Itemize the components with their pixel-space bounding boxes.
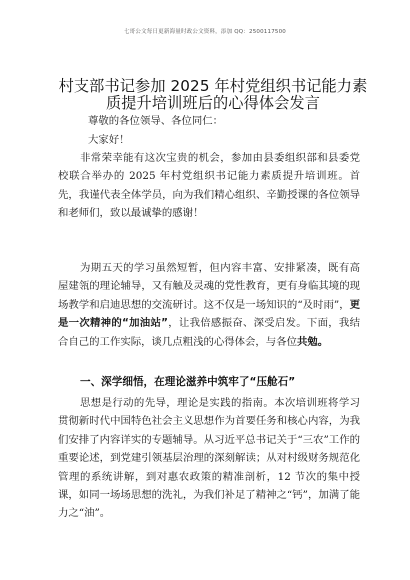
section-heading-1: 一、深学细悟，在理论滋养中筑牢了“压舱石” bbox=[80, 376, 296, 388]
salutation: 尊敬的各位领导、各位同仁： bbox=[88, 115, 224, 127]
document-title: 村支部书记参加 2025 年村党组织书记能力素质提升培训班后的心得体会发言 bbox=[58, 77, 368, 112]
paragraph-overview bbox=[58, 259, 360, 351]
paragraph-overview-emphasis: 更是一次精神的“加油站” bbox=[58, 298, 360, 330]
header-watermark: 七哥公文每日更新海量时政公文资料，添加 QQ：2500117500 bbox=[123, 29, 286, 35]
greeting: 大家好！ bbox=[88, 134, 130, 146]
paragraph-theory: 思想是行动的先导，理论是实践的指南。本次培训班将学习贯彻新时代中国特色社会主义思想作为首要任务和核心内容，为我们安排了内容详实的专题辅导。从习近平总书记关于“三农”工作的重要论述，到党建引领基层治理的深刻解读；从对村级财务规范化管理的系统讲解，到对惠农政策的精准剖析，12 节次的集中授课，如同一场场思想的洗礼，为我们补足了精神之“钙”，加满了能力之“油”。 bbox=[58, 397, 360, 520]
paragraph-intro: 非常荣幸能有这次宝贵的机会，参加由县委组织部和县委党校联合举办的 2025 年村党组织书记能力素质提升培训班。首先，我谨代表全体学员，向为我们精心组织、辛勤授课的各位领导和老师们，致以最诚挚的感谢！ bbox=[58, 152, 360, 220]
paragraph-overview-text-2: ，让我倍感振奋、深受启发。下面，我结合自己的工作实际，谈几点粗浅的心得体会，与各位 bbox=[58, 317, 360, 348]
paragraph-overview-end: 共勉。 bbox=[296, 335, 329, 348]
paragraph-overview-text: 为期五天的学习虽然短暂，但内容丰富、安排紧凑，既有高屋建瓴的理论辅导，又有触及灵魂的党性教育，更有身临其境的现场教学和启迪思想的交流研讨。这不仅是一场知识的“及时雨”， bbox=[58, 262, 360, 311]
